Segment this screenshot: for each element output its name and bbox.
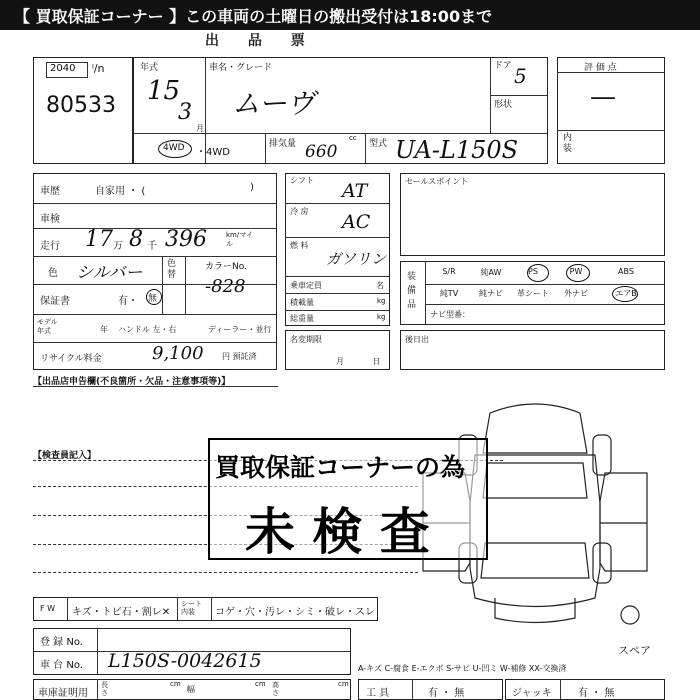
type-value: UA-L150S	[395, 136, 519, 164]
lot-number: 80533	[46, 93, 116, 118]
month-unit: 月	[196, 124, 204, 133]
drive-text: ・4WD	[196, 147, 230, 158]
stamp-line2: 未 検 査	[245, 502, 430, 561]
load-label: 積載量	[290, 298, 314, 307]
declaration-label: 【出品店申告欄(不良箇所・欠品・注意事項等)】	[33, 377, 231, 387]
ac-value: AC	[342, 211, 371, 233]
seat-label: シート内装	[181, 600, 202, 616]
equip-item: 純ナビ	[479, 289, 503, 298]
recycle-value: 9,100	[152, 343, 204, 364]
legend: A-キズ C-腐食 E-エクボ S-サビ U-凹ミ W-補修 XX-交換済	[358, 664, 567, 673]
tool-value: 有 ・ 無	[428, 688, 465, 699]
capacity-label: 乗車定員	[290, 281, 322, 290]
month-value: 3	[178, 100, 192, 125]
stamp-line1: 買取保証コーナーの為	[215, 453, 466, 482]
equip-item: PW	[569, 267, 583, 276]
warranty-circle-text: 無	[148, 294, 158, 304]
inspection-label: 車検	[40, 214, 60, 225]
reg-label: 登 録 No.	[40, 637, 83, 648]
recycle-label: リサイクル料金	[40, 354, 102, 364]
shape-label: 形状	[494, 100, 513, 110]
equip-item: S/R	[442, 267, 456, 276]
gross-label: 総重量	[290, 314, 314, 323]
interior-label: 内装	[563, 133, 573, 154]
jack-value: 有 ・ 無	[578, 688, 615, 699]
equip-label: 装備品	[407, 272, 417, 310]
score-label: 評 価 点	[584, 63, 617, 73]
drive-circle-text: 4WD	[163, 143, 185, 153]
mileage-sen: 8	[129, 227, 143, 252]
type-label: 型式	[369, 139, 388, 149]
jack-label: ジャッキ	[512, 688, 552, 699]
fw-label: F W	[40, 604, 56, 613]
door-value: 5	[514, 64, 527, 88]
equip-item: 革シート	[517, 289, 549, 298]
height-label: 高さ	[272, 681, 279, 697]
equip-item: 外ナビ	[564, 289, 588, 298]
fuel-label: 燃 料	[290, 241, 309, 250]
inspector-label: 【検査員記入】	[33, 451, 97, 461]
equip-item: エアB	[615, 289, 637, 298]
seat-text: コゲ・穴・汚レ・シミ・破レ・スレ	[215, 607, 375, 618]
ps-circle	[527, 264, 549, 282]
model-label: 車名・グレード	[209, 63, 273, 73]
sen-unit: 千	[147, 241, 157, 252]
warranty-label: 保証書	[40, 296, 70, 307]
door-label: ドア	[494, 61, 512, 71]
fuel-value: ガソリン	[326, 250, 387, 268]
chassis-label: 車 台 No.	[40, 660, 83, 671]
equip-item: 純TV	[439, 289, 459, 298]
mileage-unit: km/マイル	[226, 231, 254, 248]
spare-label: スペア	[618, 644, 651, 657]
history-label: 車歴	[40, 186, 60, 197]
banner-text: 【 買取保証コーナー 】この車両の土曜日の搬出受付は18:00まで	[14, 7, 493, 26]
cc-label: 排気量	[269, 139, 297, 149]
cc-value: 660	[305, 142, 338, 162]
cc-unit: cc	[349, 134, 357, 142]
score-value: —	[590, 82, 616, 112]
code-small: 2040	[50, 63, 76, 74]
chassis-value: L150S-0042615	[108, 650, 262, 672]
mileage-man: 17	[85, 227, 113, 252]
name-change-label: 名変期限	[290, 335, 322, 344]
sales-label: セールスポイント	[405, 177, 469, 186]
width-cm: cm	[255, 680, 266, 688]
year-value: 15	[147, 76, 181, 106]
model-year-unit: 年	[100, 325, 108, 334]
tool-label: 工 具	[366, 688, 390, 699]
name-change-unit: 月 日	[336, 357, 381, 366]
color-change-label: 色替	[167, 259, 177, 280]
model-year-label: モデル年式	[37, 318, 58, 335]
len-label: 長さ	[101, 681, 108, 697]
width-label: 幅	[187, 685, 195, 694]
airbag-circle	[612, 286, 638, 302]
color-no-value: -828	[205, 276, 246, 297]
navi-label: ナビ型番：	[430, 310, 470, 319]
history-close: )	[250, 182, 254, 193]
recycle-unit: 円 預託済	[222, 352, 257, 361]
man-unit: 万	[113, 241, 123, 252]
height-cm: cm	[338, 680, 349, 688]
mileage-rest: 396	[165, 227, 207, 252]
handle-label: ハンドル 左・右	[118, 325, 177, 334]
equip-item: 純AW	[480, 268, 502, 277]
equip-item: ABS	[618, 267, 634, 276]
color-no-label: カラーNo.	[205, 262, 247, 272]
ac-label: 冷 房	[290, 207, 309, 216]
load-unit: kg	[377, 297, 386, 305]
year-label: 年式	[140, 63, 159, 73]
history-value: 自家用 ・ (	[95, 186, 146, 197]
equip-item: PS	[528, 267, 538, 276]
dealer-label: ディーラー・並行	[208, 325, 272, 334]
color-label: 色	[48, 268, 58, 279]
code-suffix: ˡ/n	[92, 62, 105, 75]
repair-label: 後日出	[405, 335, 429, 344]
capacity-unit: 名	[376, 281, 384, 290]
shift-value: AT	[342, 180, 368, 202]
gross-unit: kg	[377, 313, 386, 321]
warranty-value: 有・	[118, 296, 138, 307]
cert-label: 車庫証明用	[38, 688, 88, 699]
len-cm: cm	[170, 680, 181, 688]
color-value: シルバー	[76, 263, 143, 283]
mileage-label: 走行	[40, 241, 60, 252]
fw-text: キズ・トビ石・割レ✕	[72, 607, 171, 618]
shift-label: シフト	[290, 176, 314, 185]
model-value: ムーヴ	[232, 87, 315, 120]
repair-box	[400, 330, 665, 370]
pw-circle	[566, 264, 590, 282]
sheet-title: 出 品 票	[205, 33, 317, 49]
